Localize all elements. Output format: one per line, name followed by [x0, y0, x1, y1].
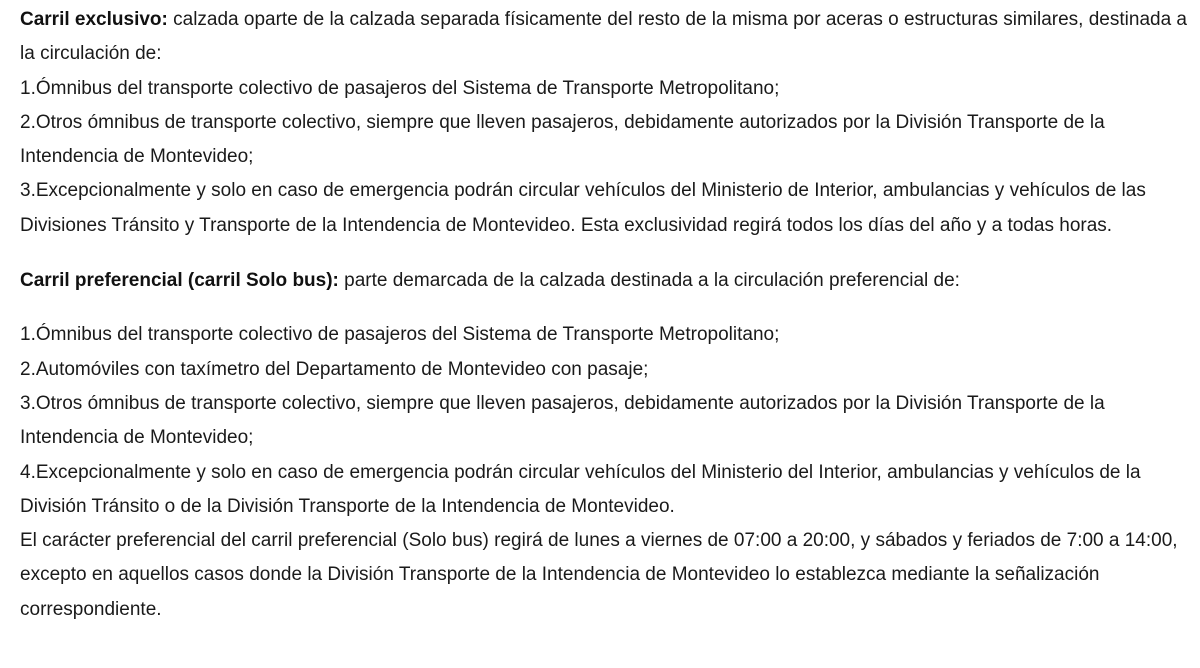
list-item: 4.Excepcionalmente y solo en caso de emergencia podrán circular vehículos del Ministerio del Interior, ambulancias y vehículos de la División Tránsito o de la División Transporte de la Intendencia de Montevideo.: [20, 461, 1141, 517]
list-item: 1.Ómnibus del transporte colectivo de pasajeros del Sistema de Transporte Metropolitano;: [20, 77, 780, 99]
term-label: Carril exclusivo:: [20, 9, 168, 30]
definition-text: parte demarcada de la calzada destinada a la circulación preferencial de:: [338, 270, 960, 292]
list-item: 1.Ómnibus del transporte colectivo de pasajeros del Sistema de Transporte Metropolitano;: [20, 324, 780, 346]
definition-paragraph: [20, 264, 1190, 298]
section-carril-preferencial: [20, 264, 1190, 627]
list-item: 3.Otros ómnibus de transporte colectivo, siempre que lleven pasajeros, debidamente autorizados por la División Transporte de la Intendencia de Montevideo;: [20, 392, 1105, 449]
schedule-note: El carácter preferencial del carril preferencial (Solo bus) regirá de lunes a viernes de 07:00 a 20:00, y sábados y feriados de 7:00 a 14:00, excepto en aquellos casos donde la División Transporte de la Intendencia de Montevideo lo establezca mediante la señalización correspondiente.: [20, 530, 1178, 620]
list-item: 2.Automóviles con taxímetro del Departamento de Montevideo con pasaje;: [20, 358, 649, 380]
list-item: 2.Otros ómnibus de transporte colectivo, siempre que lleven pasajeros, debidamente autorizados por la División Transporte de la Intendencia de Montevideo;: [20, 111, 1105, 168]
paragraph-spacer: [20, 298, 1190, 318]
list-item: 3.Excepcionalmente y solo en caso de emergencia podrán circular vehículos del Ministerio de Interior, ambulancias y vehículos de las Divisiones Tránsito y Transporte de la Intendencia de Montevideo. Esta exclusividad regirá todos los días del año y a todas horas.: [20, 180, 1146, 236]
definition-text: calzada oparte de la calzada separada físicamente del resto de la misma por aceras o estructuras similares, destinada a la circulación de:: [20, 9, 1187, 65]
paragraph-spacer: [20, 243, 1190, 264]
definition-paragraph: [20, 3, 1190, 72]
section-carril-exclusivo: [20, 3, 1190, 243]
term-label: Carril preferencial (carril Solo bus):: [20, 270, 339, 292]
